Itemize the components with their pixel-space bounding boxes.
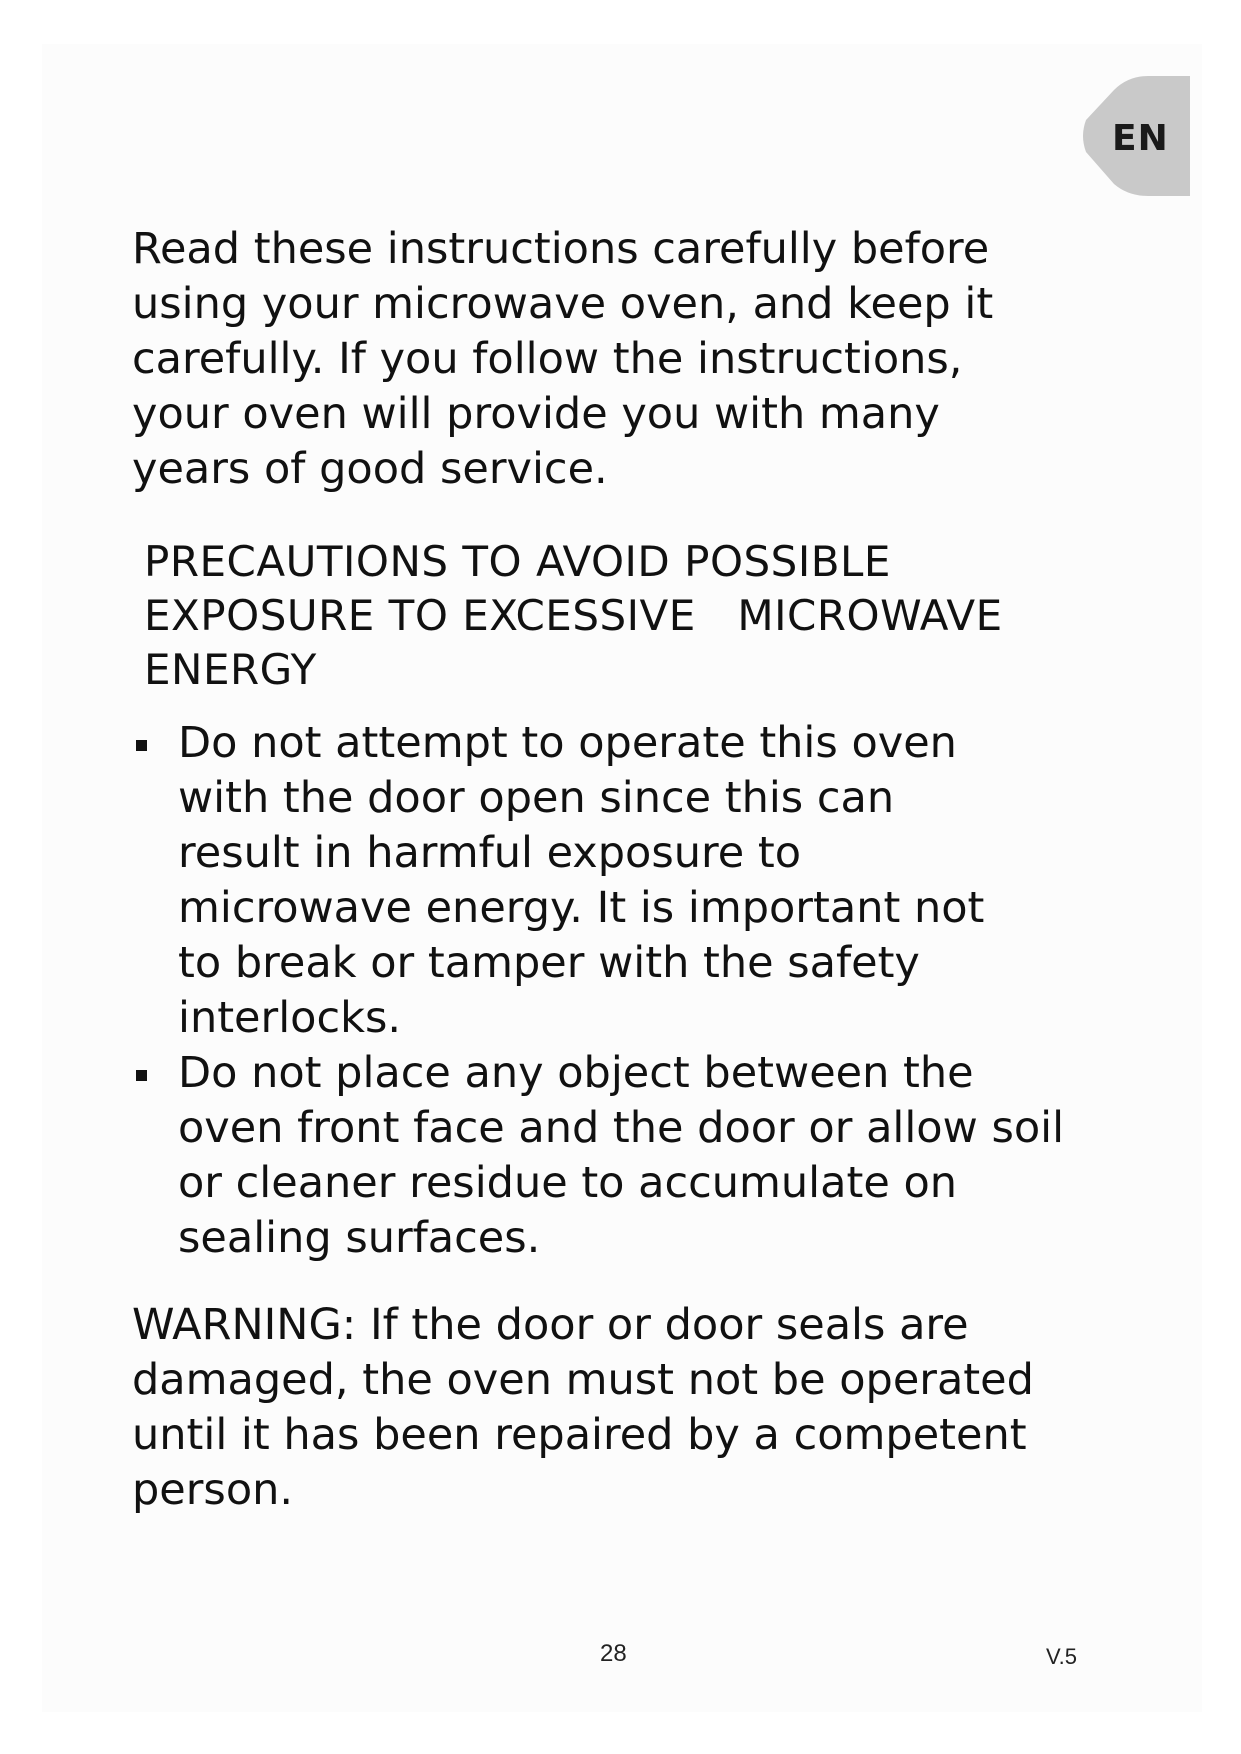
heading-line: PRECAUTIONS TO AVOID POSSIBLE (144, 537, 891, 586)
list-item (132, 716, 1132, 1046)
intro-line-text: Read these instructions carefully before (132, 224, 990, 274)
intro-line (132, 222, 1122, 277)
list-item-line: result in harmful exposure to (178, 828, 802, 878)
intro-line (132, 277, 1122, 332)
intro-line (132, 332, 1122, 387)
page-number: 28 (600, 1640, 627, 1667)
precautions-heading (144, 535, 1128, 697)
intro-line-text: carefully. If you follow the instructions, (132, 334, 963, 384)
warning-line: damaged, the oven must not be operated (132, 1355, 1034, 1405)
list-item-line: sealing surfaces. (178, 1213, 541, 1263)
warning-line: WARNING: If the door or door seals are (132, 1300, 969, 1350)
heading-line: ENERGY (144, 645, 317, 694)
warning-line: until it has been repaired by a competent (132, 1410, 1027, 1460)
list-item-line: or cleaner residue to accumulate on (178, 1158, 958, 1208)
list-item (132, 1046, 1132, 1266)
warning-paragraph (132, 1298, 1122, 1518)
square-bullet-icon (136, 740, 147, 751)
list-item-line: microwave energy. It is important not (178, 883, 985, 933)
list-item-line: Do not place any object between the (178, 1048, 974, 1098)
list-item-text (178, 1046, 1132, 1266)
list-item-text (178, 716, 1132, 1046)
intro-line-text: using your microwave oven, and keep it (132, 279, 994, 329)
warning-line: person. (132, 1465, 294, 1515)
precautions-list (132, 716, 1132, 1266)
list-item-line: Do not attempt to operate this oven (178, 718, 957, 768)
list-item-line: interlocks. (178, 993, 402, 1043)
list-item-line: to break or tamper with the safety (178, 938, 920, 988)
list-item-line: with the door open since this can (178, 773, 895, 823)
square-bullet-icon (136, 1070, 147, 1081)
heading-line: EXPOSURE TO EXCESSIVE MICROWAVE (144, 591, 1003, 640)
version-label: V.5 (1046, 1644, 1078, 1669)
intro-line-text: years of good service. (132, 444, 608, 494)
intro-line (132, 387, 1122, 442)
intro-line-text: your oven will provide you with many (132, 389, 940, 439)
intro-paragraph (132, 222, 1122, 497)
intro-line (132, 442, 1122, 497)
language-tab-label: EN (1112, 118, 1169, 159)
list-item-line: oven front face and the door or allow soil (178, 1103, 1065, 1153)
